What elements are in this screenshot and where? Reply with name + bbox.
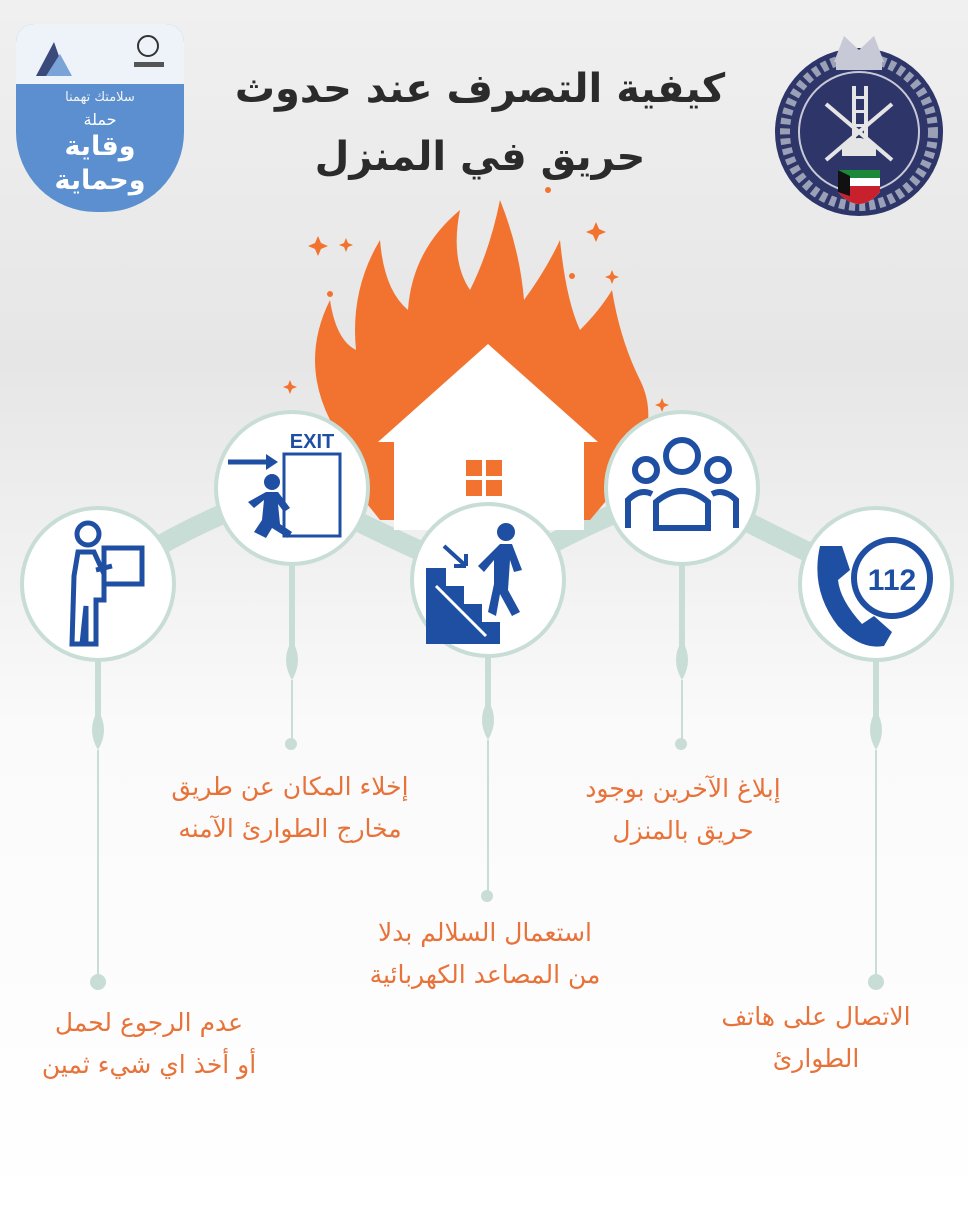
- step-3-pin-line: [487, 740, 489, 896]
- step-1-pin-dot: [868, 974, 884, 990]
- step-5-text: [4, 1002, 294, 1086]
- title-line-2: حريق في المنزل: [314, 134, 646, 180]
- campaign-name-2: وحماية: [54, 165, 146, 196]
- step-5-icon-circle: [22, 508, 174, 660]
- step-2-line-1: إبلاغ الآخرين بوجود: [585, 774, 781, 803]
- step-2-icon-circle: [606, 412, 758, 564]
- campaign-slogan: سلامتك تهمنا: [65, 90, 135, 105]
- phone-number-label: 112: [867, 564, 917, 597]
- step-5-line-2: أو أخذ اي شيء ثمين: [41, 1050, 257, 1079]
- campaign-label: حملة: [83, 110, 117, 129]
- step-3-pin-dot: [481, 890, 493, 902]
- step-4-line-1: إخلاء المكان عن طريق: [171, 772, 409, 801]
- exit-sign-label: EXIT: [289, 431, 335, 453]
- step-1-line-1: الاتصال على هاتف: [721, 1002, 911, 1031]
- step-3-text: [325, 912, 645, 996]
- step-4-text: [120, 766, 460, 850]
- step-4-pin-dot: [285, 738, 297, 750]
- step-2-pin-line: [681, 680, 683, 744]
- step-5-pin-dot: [90, 974, 106, 990]
- step-2-pin-dot: [675, 738, 687, 750]
- step-4-line-2: مخارج الطوارئ الآمنه: [178, 814, 402, 843]
- step-3-line-1: استعمال السلالم بدلا: [377, 918, 592, 947]
- step-3-icon-circle: [412, 504, 564, 656]
- title-line-1: كيفية التصرف عند حدوث: [234, 66, 726, 112]
- step-5-pin-line: [97, 750, 99, 978]
- step-1-icon-circle: [800, 508, 952, 660]
- step-1-line-2: الطوارئ: [772, 1044, 860, 1073]
- step-5-line-1: عدم الرجوع لحمل: [54, 1008, 244, 1037]
- step-1-pin-line: [875, 750, 877, 980]
- campaign-name-1: وقاية: [64, 131, 136, 162]
- step-4-pin-line: [291, 680, 293, 744]
- step-2-text: [528, 768, 838, 852]
- step-2-line-2: حريق بالمنزل: [612, 816, 754, 845]
- step-1-text: [676, 996, 956, 1080]
- step-4-icon-circle: [216, 412, 368, 564]
- step-3-line-2: من المصاعد الكهربائية: [369, 960, 601, 989]
